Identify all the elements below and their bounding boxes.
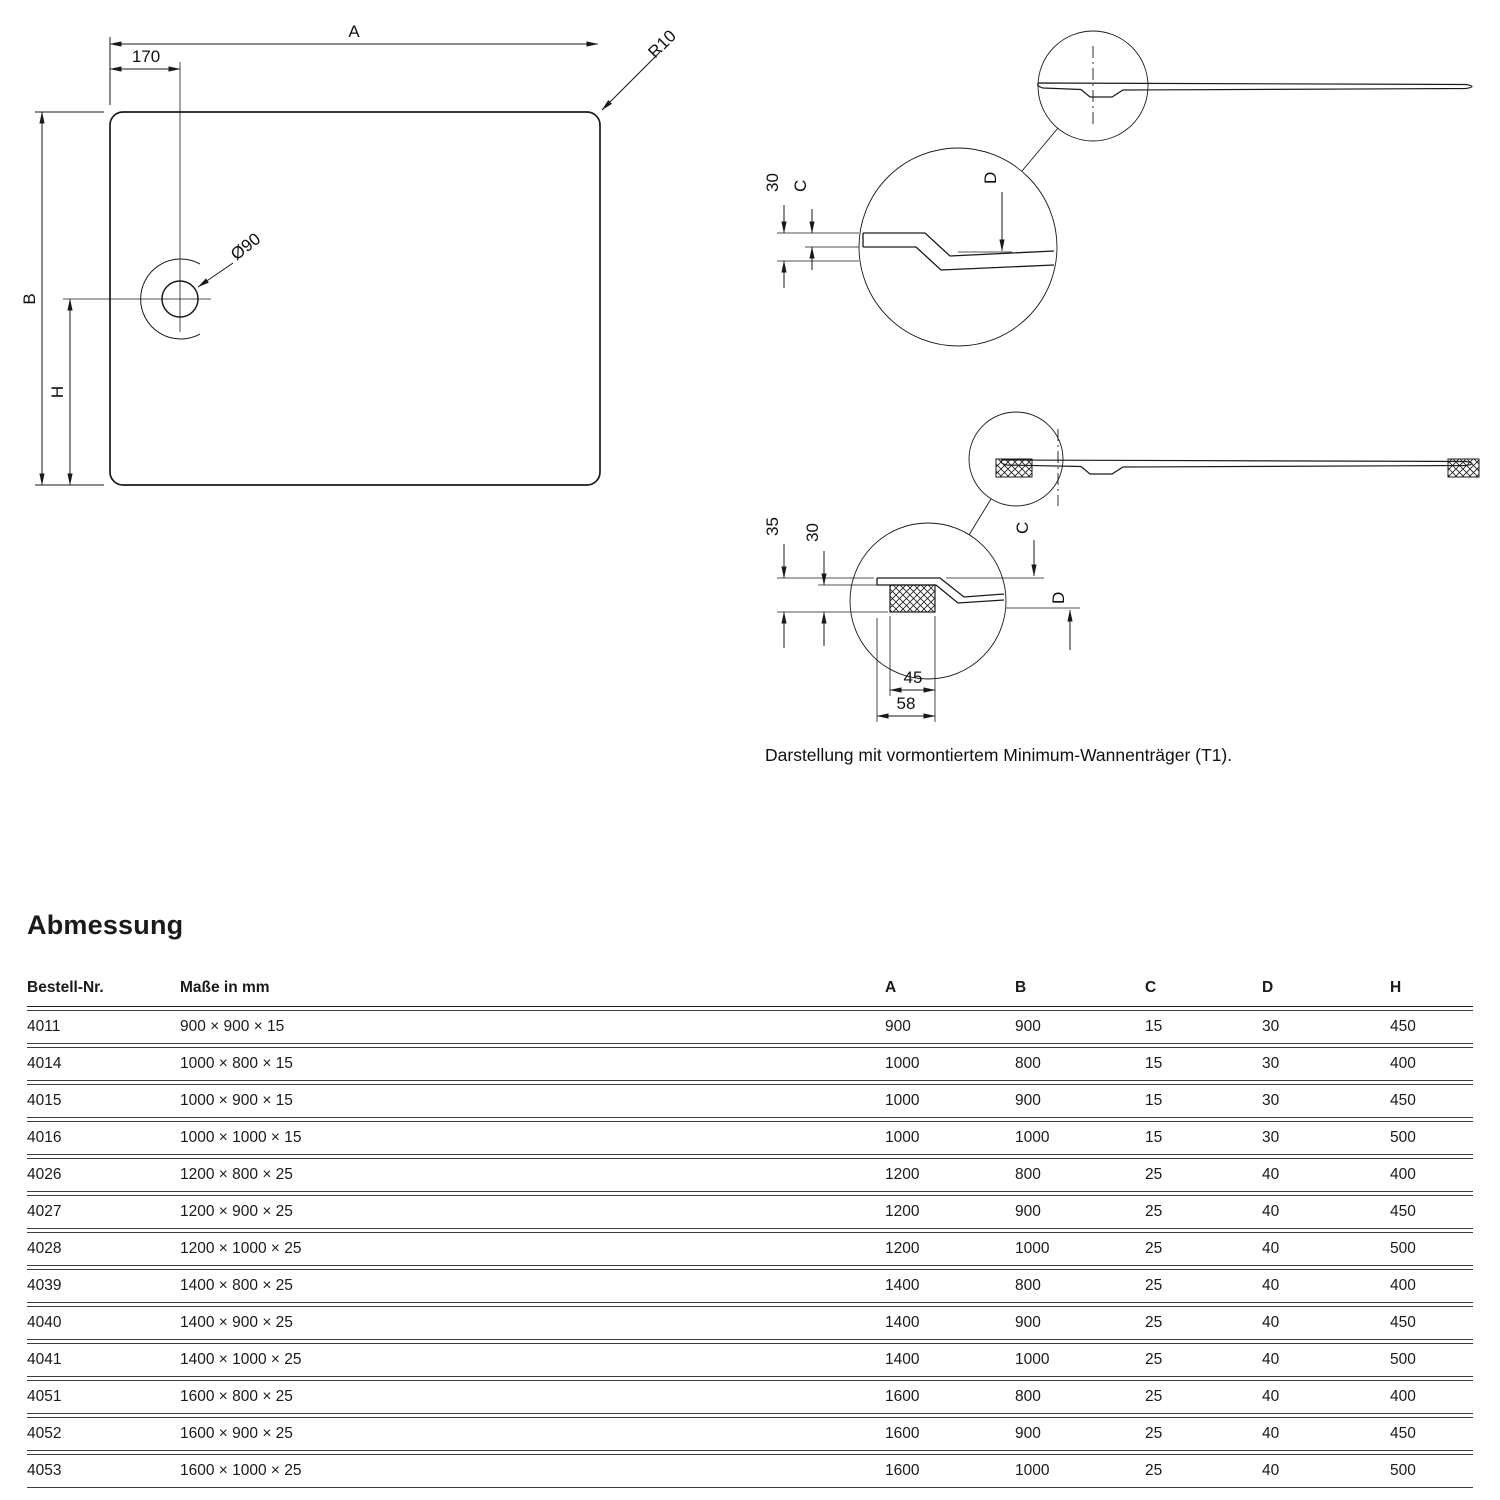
table-cell: 40 (1262, 1195, 1390, 1229)
table-cell: 1400 × 900 × 25 (180, 1306, 885, 1340)
table-cell: 25 (1145, 1158, 1262, 1192)
dim-label-c-support: C (1013, 521, 1032, 534)
table-cell: 15 (1145, 1084, 1262, 1118)
table-cell: 25 (1145, 1232, 1262, 1266)
table-cell: 900 (1015, 1010, 1145, 1044)
column-header-bestell-nr: Bestell-Nr. (27, 974, 180, 1007)
table-cell: 4051 (27, 1380, 180, 1414)
table-cell: 500 (1390, 1232, 1473, 1266)
table-cell: 1200 × 800 × 25 (180, 1158, 885, 1192)
table-cell: 1000 (885, 1047, 1015, 1081)
dim-label-d-standard: D (981, 171, 1000, 184)
table-cell: 40 (1262, 1306, 1390, 1340)
table-cell: 1400 (885, 1343, 1015, 1377)
table-cell: 1400 × 800 × 25 (180, 1269, 885, 1303)
table-cell: 4028 (27, 1232, 180, 1266)
table-cell: 1600 × 1000 × 25 (180, 1454, 885, 1488)
table-cell: 1000 (1015, 1121, 1145, 1155)
table-cell: 4027 (27, 1195, 180, 1229)
dim-label-58: 58 (896, 694, 916, 713)
dim-label-d-support: D (1049, 591, 1068, 604)
table-cell: 30 (1262, 1121, 1390, 1155)
table-cell: 1600 (885, 1417, 1015, 1451)
table-cell: 1000 (1015, 1454, 1145, 1488)
table-cell: 800 (1015, 1269, 1145, 1303)
table-cell: 1600 × 900 × 25 (180, 1417, 885, 1451)
table-cell: 1400 (885, 1269, 1015, 1303)
table-cell: 900 (1015, 1084, 1145, 1118)
table-cell: 500 (1390, 1121, 1473, 1155)
table-cell: 30 (1262, 1084, 1390, 1118)
table-cell: 40 (1262, 1158, 1390, 1192)
table-row (27, 1306, 1473, 1340)
table-row (27, 1158, 1473, 1192)
section-view-standard (777, 31, 1472, 346)
table-row (27, 1084, 1473, 1118)
table-cell: 25 (1145, 1454, 1262, 1488)
table-cell: 1000 × 1000 × 15 (180, 1121, 885, 1155)
table-cell: 800 (1015, 1380, 1145, 1414)
table-cell: 4014 (27, 1047, 180, 1081)
table-row (27, 1380, 1473, 1414)
table-cell: 1200 (885, 1195, 1015, 1229)
table-row (27, 1047, 1473, 1081)
table-cell: 400 (1390, 1269, 1473, 1303)
table-cell: 40 (1262, 1232, 1390, 1266)
dim-label-b: B (20, 293, 39, 305)
dimensions-section (27, 910, 1473, 1491)
table-row (27, 1343, 1473, 1377)
table-cell: 1200 × 1000 × 25 (180, 1232, 885, 1266)
table-cell: 1600 × 800 × 25 (180, 1380, 885, 1414)
table-cell: 15 (1145, 1047, 1262, 1081)
rim-profile-bottom (863, 247, 1054, 270)
table-row (27, 1121, 1473, 1155)
table-cell: 1600 (885, 1454, 1015, 1488)
table-cell: 1000 (1015, 1343, 1145, 1377)
support-block-left (996, 459, 1032, 477)
table-cell: 15 (1145, 1010, 1262, 1044)
table-cell: 800 (1015, 1158, 1145, 1192)
table-cell: 1200 (885, 1232, 1015, 1266)
dim-label-170: 170 (131, 47, 161, 66)
table-cell: 450 (1390, 1195, 1473, 1229)
table-row (27, 1195, 1473, 1229)
table-cell: 900 (1015, 1195, 1145, 1229)
column-header-h: H (1390, 974, 1473, 1007)
detail-connector (1022, 128, 1058, 171)
table-cell: 450 (1390, 1306, 1473, 1340)
table-cell: 30 (1262, 1047, 1390, 1081)
table-cell: 900 (885, 1010, 1015, 1044)
table-cell: 4040 (27, 1306, 180, 1340)
table-cell: 400 (1390, 1380, 1473, 1414)
table-cell: 25 (1145, 1195, 1262, 1229)
column-header-c: C (1145, 974, 1262, 1007)
table-cell: 400 (1390, 1158, 1473, 1192)
rim-profile-top (863, 233, 1054, 256)
leader-line-r10 (602, 52, 660, 110)
table-cell: 500 (1390, 1454, 1473, 1488)
table-cell: 4041 (27, 1343, 180, 1377)
table-cell: 25 (1145, 1269, 1262, 1303)
leader-line-drain (198, 263, 233, 287)
table-cell: 40 (1262, 1343, 1390, 1377)
table-cell: 900 (1015, 1417, 1145, 1451)
support-block-magnified (890, 585, 935, 612)
table-cell: 900 × 900 × 15 (180, 1010, 885, 1044)
table-cell: 25 (1145, 1343, 1262, 1377)
table-cell: 1400 (885, 1306, 1015, 1340)
table-cell: 4052 (27, 1417, 180, 1451)
table-cell: 40 (1262, 1380, 1390, 1414)
table-cell: 40 (1262, 1417, 1390, 1451)
table-cell: 1000 (885, 1121, 1015, 1155)
dim-label-c-standard: C (791, 179, 810, 192)
tray-profile (1001, 460, 1472, 474)
tray-outline (110, 112, 600, 485)
table-cell: 1200 (885, 1158, 1015, 1192)
dim-label-h: H (48, 385, 67, 399)
support-block-right (1448, 459, 1479, 477)
section-title: Abmessung (27, 910, 184, 940)
table-cell: 1200 × 900 × 25 (180, 1195, 885, 1229)
table-cell: 1000 × 900 × 15 (180, 1084, 885, 1118)
dim-label-drain-diameter: Ø90 (227, 229, 265, 265)
column-header-d: D (1262, 974, 1390, 1007)
plan-view (35, 37, 660, 485)
dim-label-a: A (348, 22, 360, 41)
table-cell: 15 (1145, 1121, 1262, 1155)
table-cell: 1000 × 800 × 15 (180, 1047, 885, 1081)
table-cell: 1600 (885, 1380, 1015, 1414)
table-cell: 1000 (885, 1084, 1015, 1118)
dimensions-table (27, 971, 1473, 1491)
table-cell: 450 (1390, 1010, 1473, 1044)
column-header-ma-e-in-mm: Maße in mm (180, 974, 885, 1007)
dim-label-35-support: 35 (763, 517, 782, 536)
drawing-caption: Darstellung mit vormontiertem Minimum-Wannenträger (T1). (765, 745, 1233, 765)
table-cell: 4026 (27, 1158, 180, 1192)
table-cell: 25 (1145, 1306, 1262, 1340)
dim-label-30-support: 30 (803, 523, 822, 542)
table-cell: 400 (1390, 1047, 1473, 1081)
dim-label-45: 45 (903, 668, 923, 687)
table-row (27, 1269, 1473, 1303)
column-header-b: B (1015, 974, 1145, 1007)
dim-label-r10: R10 (644, 26, 680, 62)
table-cell: 4016 (27, 1121, 180, 1155)
table-cell: 30 (1262, 1010, 1390, 1044)
table-cell: 4015 (27, 1084, 180, 1118)
table-cell: 40 (1262, 1269, 1390, 1303)
table-cell: 4039 (27, 1269, 180, 1303)
table-cell: 800 (1015, 1047, 1145, 1081)
table-cell: 40 (1262, 1454, 1390, 1488)
table-row (27, 1232, 1473, 1266)
column-header-a: A (885, 974, 1015, 1007)
table-cell: 900 (1015, 1306, 1145, 1340)
table-cell: 1000 (1015, 1232, 1145, 1266)
table-cell: 4011 (27, 1010, 180, 1044)
table-row (27, 1417, 1473, 1451)
table-header-row (27, 974, 1473, 1007)
dim-label-30-standard: 30 (763, 173, 782, 192)
table-cell: 25 (1145, 1417, 1262, 1451)
table-cell: 450 (1390, 1417, 1473, 1451)
tray-profile (1038, 83, 1472, 97)
detail-connector (969, 499, 991, 535)
section-view-with-support (777, 412, 1479, 722)
table-row (27, 1454, 1473, 1488)
table-row (27, 1010, 1473, 1044)
table-cell: 450 (1390, 1084, 1473, 1118)
table-cell: 1400 × 1000 × 25 (180, 1343, 885, 1377)
table-cell: 25 (1145, 1380, 1262, 1414)
table-cell: 4053 (27, 1454, 180, 1488)
table-cell: 500 (1390, 1343, 1473, 1377)
